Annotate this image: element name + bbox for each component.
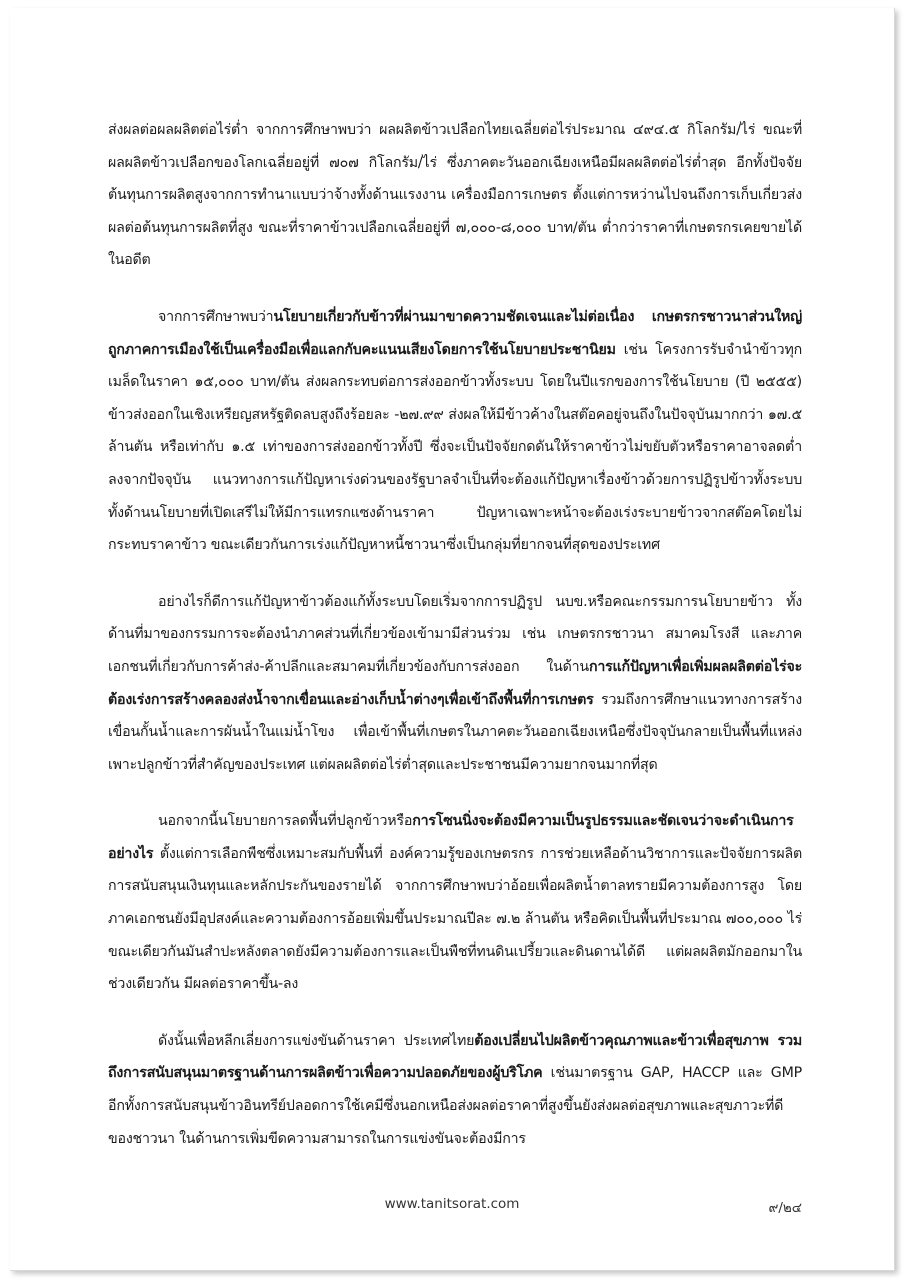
emphasis-text: การแก้ปัญหาเพื่อเพิ่มผลผลิตต่อไร่จะต้องเร่งการสร้างคลองส่งน้ำจากเขื่อนและอ่างเก็บน้ำต่างๆเพื่อเข้าถึงพื้นที่การเกษตร (108, 658, 802, 708)
paragraph-text: เช่น โครงการรับจำนำข้าวทุกเมล็ดในราคา ๑๕,๐๐๐ บาท/ตัน ส่งผลกระทบต่อการส่งออกข้าวทั้งระบบ โดยในปีแรกของการใช้นโยบาย (ปี ๒๕๕๕) ข้าวส่งออกในเชิงเหรียญสหรัฐติดลบสูงถึงร้อยละ -๒๗.๙๙ ส่งผลให้มีข้าวค้างในสต๊อคอยู่จนถึงในปัจจุบันมากกว่า ๑๗.๕ ล้านตัน หรือเท่ากับ ๑.๕ เท่าของการส่งออกข้าวทั้งปี ซึ่งจะเป็นปัจจัยกดดันให้ราคาข้าวไม่ขยับตัวหรือราคาอาจลดต่ำลงจากปัจจุบัน แนวทางการแก้ปัญหาเร่งด่วนของรัฐบาลจำเป็นที่จะต้องแก้ปัญหาเรื่องข้าวด้วยการปฏิรูปข้าวทั้งระบบ ทั้งด้านนโยบายที่เปิดเสรีไม่ให้มีการแทรกแซงด้านราคา ปัญหาเฉพาะหน้าจะต้องเร่งระบายข้าวจากสต๊อคโดยไม่กระทบราคาข้าว ขณะเดียวกันการเร่งแก้ปัญหาหนี้ชาวนาซึ่งเป็นกลุ่มที่ยากจนที่สุดของประเทศ (108, 341, 802, 554)
document-page (10, 8, 895, 1271)
paragraph-text: ตั้งแต่การเลือกพืชซึ่งเหมาะสมกับพื้นที่ องค์ความรู้ของเกษตรกร การช่วยเหลือด้านวิชาการและปัจจัยการผลิต การสนับสนุนเงินทุนและหลักประกันของรายได้ จากการศึกษาพบว่าอ้อยเพื่อผลิตน้ำตาลทรายมีความต้องการสูง โดยภาคเอกชนยังมีอุปสงค์และความต้องการอ้อยเพิ่มขึ้นประมาณปีละ ๗.๒ ล้านตัน หรือคิดเป็นพื้นที่ประมาณ ๗๐๐,๐๐๐ ไร่ ขณะเดียวกันมันสำปะหลังตลาดยังมีความต้องการและเป็นพืชที่ทนดินเปรี้ยวและดินดานได้ดี แต่ผลผลิตมักออกมาในช่วงเดียวกัน มีผลต่อราคาขึ้น-ลง (108, 845, 802, 993)
footer-website: www.tanitsorat.com (384, 1196, 520, 1212)
emphasis-text: การโซนนิ่งจะต้องมีความเป็นรูปธรรมและชัดเจนว่าจะดำเนินการอย่างไร (108, 813, 794, 862)
paragraph-4 (108, 805, 802, 1001)
paragraph-3 (108, 586, 802, 782)
paragraph-text: ดังนั้นเพื่อหลีกเลี่ยงการแข่งขันด้านราคา ประเทศไทย (158, 1032, 475, 1049)
emphasis-text: ต้องเปลี่ยนไปผลิตข้าวคุณภาพและข้าวเพื่อสุขภาพ รวมถึงการสนับสนุนมาตรฐานด้านการผลิตข้าวเพื่อความปลอดภัยของผู้บริโภค (108, 1032, 802, 1082)
paragraph-text: รวมถึงการศึกษาแนวทางการสร้างเขื่อนกั้นน้ำและการผันน้ำในแม่น้ำโขง เพื่อเข้าพื้นที่เกษตรในภาคตะวันออกเฉียงเหนือซึ่งปัจจุบันกลายเป็นพื้นที่แหล่งเพาะปลูกข้าวที่สำคัญของประเทศ แต่ผลผลิตต่อไร่ต่ำสุดและประชาชนมีความยากจนมากที่สุด (108, 691, 802, 773)
paragraph-text: จากการศึกษาพบว่า (158, 308, 274, 325)
paragraph-1 (108, 114, 802, 277)
page-number: ๙/๒๔ (768, 1200, 802, 1216)
paragraph-2 (108, 301, 802, 562)
paragraph-5 (108, 1025, 802, 1155)
paragraph-text: นอกจากนี้นโยบายการลดพื้นที่ปลูกข้าวหรือ (158, 813, 413, 830)
document-body (108, 114, 802, 1179)
emphasis-text: นโยบายเกี่ยวกับข้าวที่ผ่านมาขาดความชัดเจนและไม่ต่อเนื่อง เกษตรกรชาวนาส่วนใหญ่ถูกภาคการเมืองใช้เป็นเครื่องมือเพื่อแลกกับคะแนนเสียงโดยการใช้นโยบายประชานิยม (108, 308, 802, 358)
paragraph-text: ส่งผลต่อผลผลิตต่อไร่ต่ำ จากการศึกษาพบว่า ผลผลิตข้าวเปลือกไทยเฉลี่ยต่อไร่ประมาณ ๔๙๔.๕ กิโลกรัม/ไร่ ขณะที่ผลผลิตข้าวเปลือกของโลกเฉลี่ยอยู่ที่ ๗๐๗ กิโลกรัม/ไร่ ซึ่งภาคตะวันออกเฉียงเหนือมีผลผลิตต่อไร่ต่ำสุด อีกทั้งปัจจัยต้นทุนการผลิตสูงจากการทำนาแบบว่าจ้างทั้งด้านแรงงาน เครื่องมือการเกษตร ตั้งแต่การหว่านไปจนถึงการเก็บเกี่ยวส่งผลต่อต้นทุนการผลิตที่สูง ขณะที่ราคาข้าวเปลือกเฉลี่ยอยู่ที่ ๗,๐๐๐-๘,๐๐๐ บาท/ตัน ต่ำกว่าราคาที่เกษตรกรเคยขายได้ในอดีต (108, 122, 802, 269)
paragraph-text: เช่นมาตรฐาน GAP, HACCP และ GMP อีกทั้งการสนับสนุนข้าวอินทรีย์ปลอดการใช้เคมีซึ่งนอกเหนือส่งผลต่อราคาที่สูงขึ้นยังส่งผลต่อสุขภาพและสุขภาวะที่ดีของชาวนา ในด้านการเพิ่มขีดความสามารถในการแข่งขันจะต้องมีการ (108, 1065, 802, 1147)
paragraph-text: อย่างไรก็ดีการแก้ปัญหาข้าวต้องแก้ทั้งระบบโดยเริ่มจากการปฏิรูป นบข.หรือคณะกรรมการนโยบายข้าว ทั้งด้านที่มาของกรรมการจะต้องนำภาคส่วนที่เกี่ยวข้องเข้ามามีส่วนร่วม เช่น เกษตรกรชาวนา สมาคมโรงสี และภาคเอกชนที่เกี่ยวกับการค้าส่ง-ค้าปลีกและสมาคมที่เกี่ยวข้องกับการส่งออก ในด้าน (108, 593, 802, 675)
